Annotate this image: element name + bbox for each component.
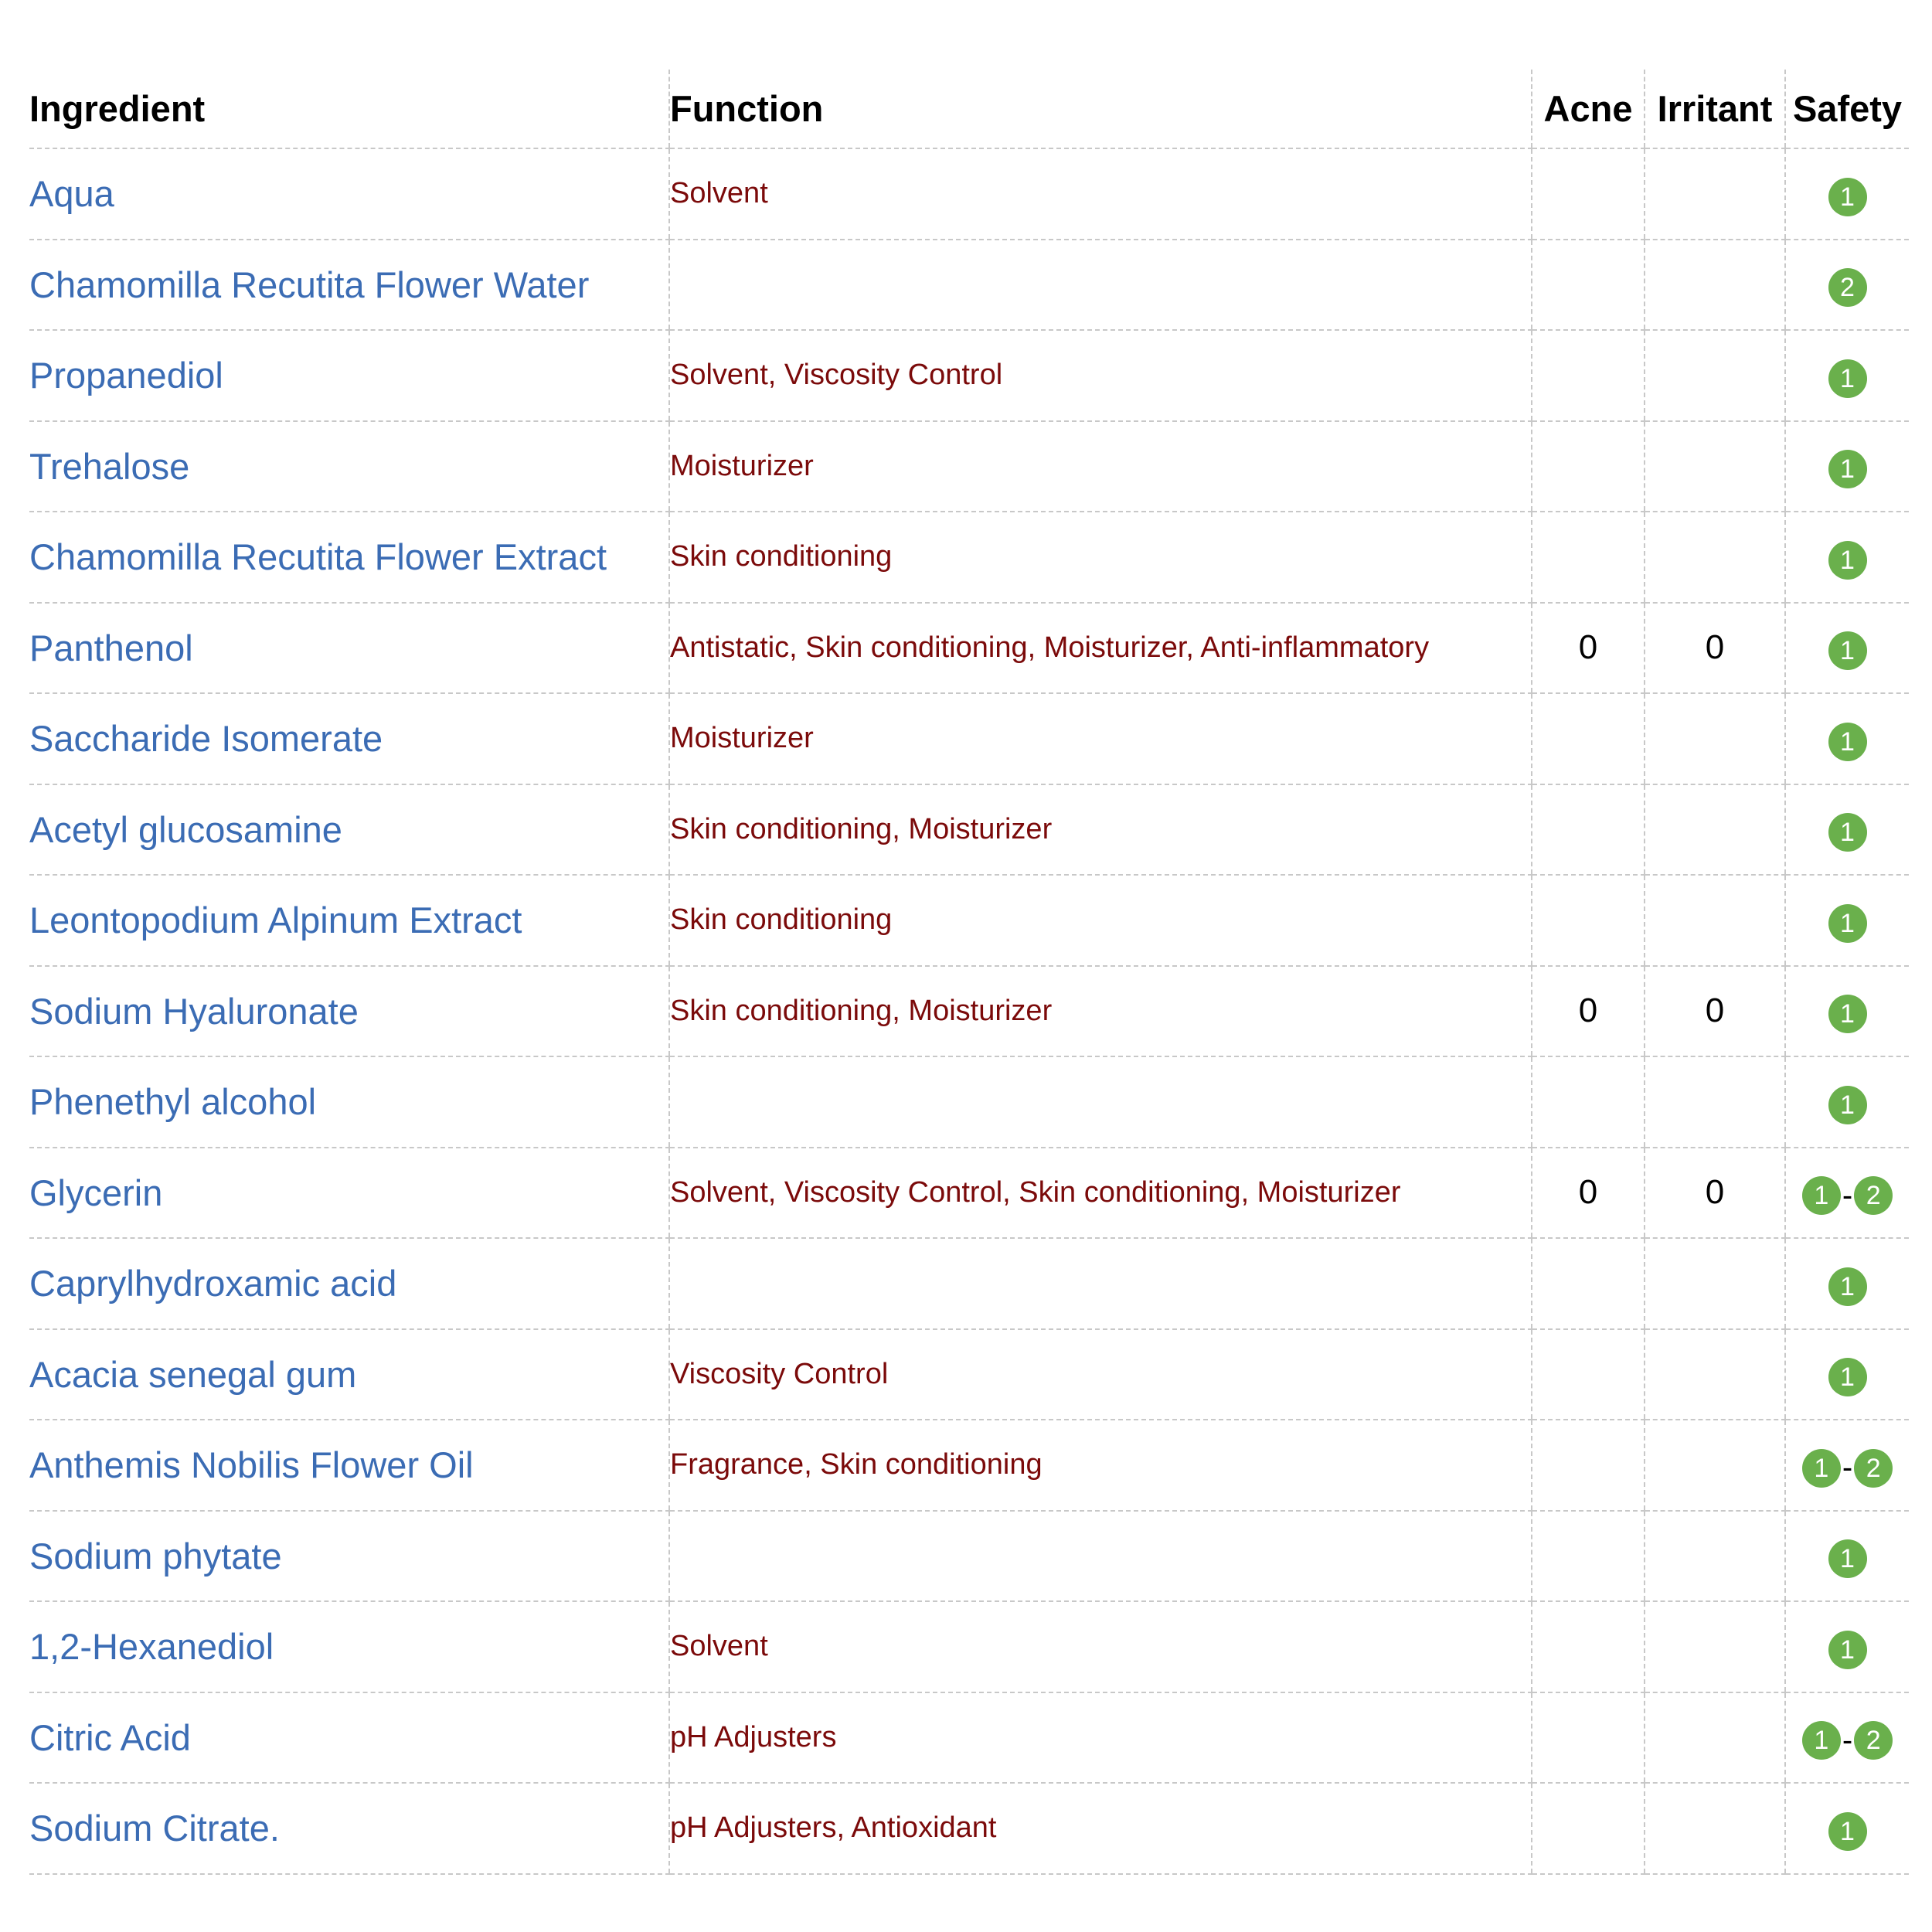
acne-rating	[1532, 875, 1645, 966]
ingredient-name-link[interactable]: Saccharide Isomerate	[29, 693, 669, 784]
ingredient-function	[669, 1511, 1532, 1602]
table-row	[29, 784, 1909, 876]
acne-header: Acne	[1532, 70, 1645, 148]
table-row	[29, 966, 1909, 1057]
safety-header: Safety	[1785, 70, 1909, 148]
ingredient-function: Solvent	[669, 148, 1532, 240]
safety-rating	[1785, 784, 1909, 876]
safety-badge: 2	[1854, 1176, 1893, 1215]
safety-badge: 2	[1854, 1721, 1893, 1760]
ingredient-name-link[interactable]: Chamomilla Recutita Flower Water	[29, 240, 669, 331]
irritant-rating	[1645, 330, 1785, 421]
acne-rating: 0	[1532, 603, 1645, 694]
safety-badge: 1	[1828, 450, 1867, 488]
safety-badge: 1	[1828, 723, 1867, 761]
safety-badge: 1	[1828, 1631, 1867, 1669]
table-row	[29, 875, 1909, 966]
irritant-rating	[1645, 1511, 1785, 1602]
table-row	[29, 1056, 1909, 1148]
acne-rating	[1532, 1329, 1645, 1420]
safety-badge: 1	[1828, 1267, 1867, 1306]
table-row	[29, 1148, 1909, 1239]
irritant-rating	[1645, 1056, 1785, 1148]
function-header: Function	[669, 70, 1532, 148]
irritant-rating	[1645, 1601, 1785, 1692]
ingredient-function: Moisturizer	[669, 693, 1532, 784]
acne-rating	[1532, 693, 1645, 784]
safety-rating	[1785, 1420, 1909, 1511]
ingredient-name-link[interactable]: Sodium phytate	[29, 1511, 669, 1602]
ingredient-name-link[interactable]: Citric Acid	[29, 1692, 669, 1784]
table-row	[29, 1692, 1909, 1784]
ingredient-name-link[interactable]: Acetyl glucosamine	[29, 784, 669, 876]
table-row	[29, 1329, 1909, 1420]
irritant-rating	[1645, 148, 1785, 240]
acne-rating	[1532, 1601, 1645, 1692]
safety-badge: 1	[1828, 995, 1867, 1033]
safety-range-dash: -	[1842, 1723, 1853, 1757]
ingredient-name-link[interactable]: Trehalose	[29, 421, 669, 512]
irritant-rating	[1645, 512, 1785, 603]
acne-rating: 0	[1532, 966, 1645, 1057]
acne-rating	[1532, 330, 1645, 421]
table-row	[29, 148, 1909, 240]
safety-rating	[1785, 330, 1909, 421]
acne-rating	[1532, 240, 1645, 331]
ingredient-name-link[interactable]: Acacia senegal gum	[29, 1329, 669, 1420]
ingredient-function: Skin conditioning, Moisturizer	[669, 784, 1532, 876]
ingredient-name-link[interactable]: Aqua	[29, 148, 669, 240]
safety-badge: 1	[1828, 1539, 1867, 1578]
table-row	[29, 1511, 1909, 1602]
ingredient-function: Moisturizer	[669, 421, 1532, 512]
acne-rating	[1532, 1692, 1645, 1784]
ingredient-name-link[interactable]: Sodium Hyaluronate	[29, 966, 669, 1057]
table-row	[29, 240, 1909, 331]
safety-rating	[1785, 1511, 1909, 1602]
acne-rating	[1532, 421, 1645, 512]
header-row	[29, 70, 1909, 148]
safety-badge: 1	[1828, 541, 1867, 580]
irritant-rating	[1645, 1238, 1785, 1329]
ingredient-name-link[interactable]: Anthemis Nobilis Flower Oil	[29, 1420, 669, 1511]
irritant-rating	[1645, 784, 1785, 876]
safety-range-dash: -	[1842, 1451, 1853, 1485]
safety-badge: 1	[1802, 1176, 1841, 1215]
irritant-rating	[1645, 240, 1785, 331]
safety-badge: 1	[1802, 1449, 1841, 1488]
safety-badge: 1	[1828, 1358, 1867, 1396]
ingredient-name-link[interactable]: Phenethyl alcohol	[29, 1056, 669, 1148]
acne-rating	[1532, 148, 1645, 240]
safety-badge: 1	[1828, 631, 1867, 670]
safety-rating	[1785, 1329, 1909, 1420]
irritant-rating	[1645, 1420, 1785, 1511]
ingredient-function	[669, 240, 1532, 331]
ingredient-function: Skin conditioning, Moisturizer	[669, 966, 1532, 1057]
ingredient-function	[669, 1056, 1532, 1148]
ingredient-name-link[interactable]: Propanediol	[29, 330, 669, 421]
ingredient-header: Ingredient	[29, 70, 669, 148]
ingredient-name-link[interactable]: Sodium Citrate.	[29, 1783, 669, 1874]
acne-rating	[1532, 1511, 1645, 1602]
ingredient-name-link[interactable]: Caprylhydroxamic acid	[29, 1238, 669, 1329]
safety-rating	[1785, 1238, 1909, 1329]
ingredient-name-link[interactable]: Leontopodium Alpinum Extract	[29, 875, 669, 966]
ingredient-name-link[interactable]: Chamomilla Recutita Flower Extract	[29, 512, 669, 603]
table-row	[29, 693, 1909, 784]
irritant-rating	[1645, 693, 1785, 784]
safety-badge: 1	[1828, 1086, 1867, 1124]
acne-rating	[1532, 784, 1645, 876]
ingredient-function: Solvent	[669, 1601, 1532, 1692]
ingredient-name-link[interactable]: 1,2-Hexanediol	[29, 1601, 669, 1692]
table-row	[29, 421, 1909, 512]
table-row	[29, 1601, 1909, 1692]
ingredient-name-link[interactable]: Panthenol	[29, 603, 669, 694]
irritant-rating	[1645, 1783, 1785, 1874]
acne-rating	[1532, 1420, 1645, 1511]
table-row	[29, 1238, 1909, 1329]
ingredient-function: Solvent, Viscosity Control, Skin conditioning, Moisturizer	[669, 1148, 1532, 1239]
irritant-rating: 0	[1645, 966, 1785, 1057]
irritant-rating	[1645, 1692, 1785, 1784]
safety-badge: 1	[1802, 1721, 1841, 1760]
irritant-rating	[1645, 421, 1785, 512]
ingredient-function: Skin conditioning	[669, 512, 1532, 603]
ingredient-function: Viscosity Control	[669, 1329, 1532, 1420]
acne-rating: 0	[1532, 1148, 1645, 1239]
safety-badge: 1	[1828, 359, 1867, 398]
table-row	[29, 1420, 1909, 1511]
table-row	[29, 330, 1909, 421]
ingredient-function: Antistatic, Skin conditioning, Moisturizer, Anti-inflammatory	[669, 603, 1532, 694]
ingredient-function	[669, 1238, 1532, 1329]
irritant-rating: 0	[1645, 603, 1785, 694]
table-row	[29, 1783, 1909, 1874]
safety-badge: 1	[1828, 813, 1867, 852]
ingredient-function: pH Adjusters, Antioxidant	[669, 1783, 1532, 1874]
acne-rating	[1532, 1783, 1645, 1874]
safety-rating	[1785, 421, 1909, 512]
safety-badge: 1	[1828, 904, 1867, 943]
safety-badge: 1	[1828, 178, 1867, 216]
safety-rating	[1785, 1601, 1909, 1692]
safety-rating	[1785, 240, 1909, 331]
safety-rating	[1785, 1783, 1909, 1874]
safety-rating	[1785, 966, 1909, 1057]
safety-rating	[1785, 1148, 1909, 1239]
safety-rating	[1785, 512, 1909, 603]
safety-rating	[1785, 1056, 1909, 1148]
safety-rating	[1785, 603, 1909, 694]
safety-badge: 2	[1828, 268, 1867, 307]
safety-rating	[1785, 693, 1909, 784]
acne-rating	[1532, 512, 1645, 603]
acne-rating	[1532, 1238, 1645, 1329]
ingredient-function: Skin conditioning	[669, 875, 1532, 966]
irritant-header: Irritant	[1645, 70, 1785, 148]
acne-rating	[1532, 1056, 1645, 1148]
safety-badge: 2	[1854, 1449, 1893, 1488]
safety-range-dash: -	[1842, 1178, 1853, 1213]
ingredient-function: pH Adjusters	[669, 1692, 1532, 1784]
table-row	[29, 512, 1909, 603]
safety-rating	[1785, 875, 1909, 966]
ingredient-table	[29, 70, 1909, 1875]
ingredient-function: Fragrance, Skin conditioning	[669, 1420, 1532, 1511]
ingredient-function: Solvent, Viscosity Control	[669, 330, 1532, 421]
safety-rating	[1785, 148, 1909, 240]
irritant-rating: 0	[1645, 1148, 1785, 1239]
safety-badge: 1	[1828, 1812, 1867, 1851]
safety-rating	[1785, 1692, 1909, 1784]
ingredient-table-body	[29, 148, 1909, 1874]
irritant-rating	[1645, 1329, 1785, 1420]
table-row	[29, 603, 1909, 694]
irritant-rating	[1645, 875, 1785, 966]
ingredient-name-link[interactable]: Glycerin	[29, 1148, 669, 1239]
